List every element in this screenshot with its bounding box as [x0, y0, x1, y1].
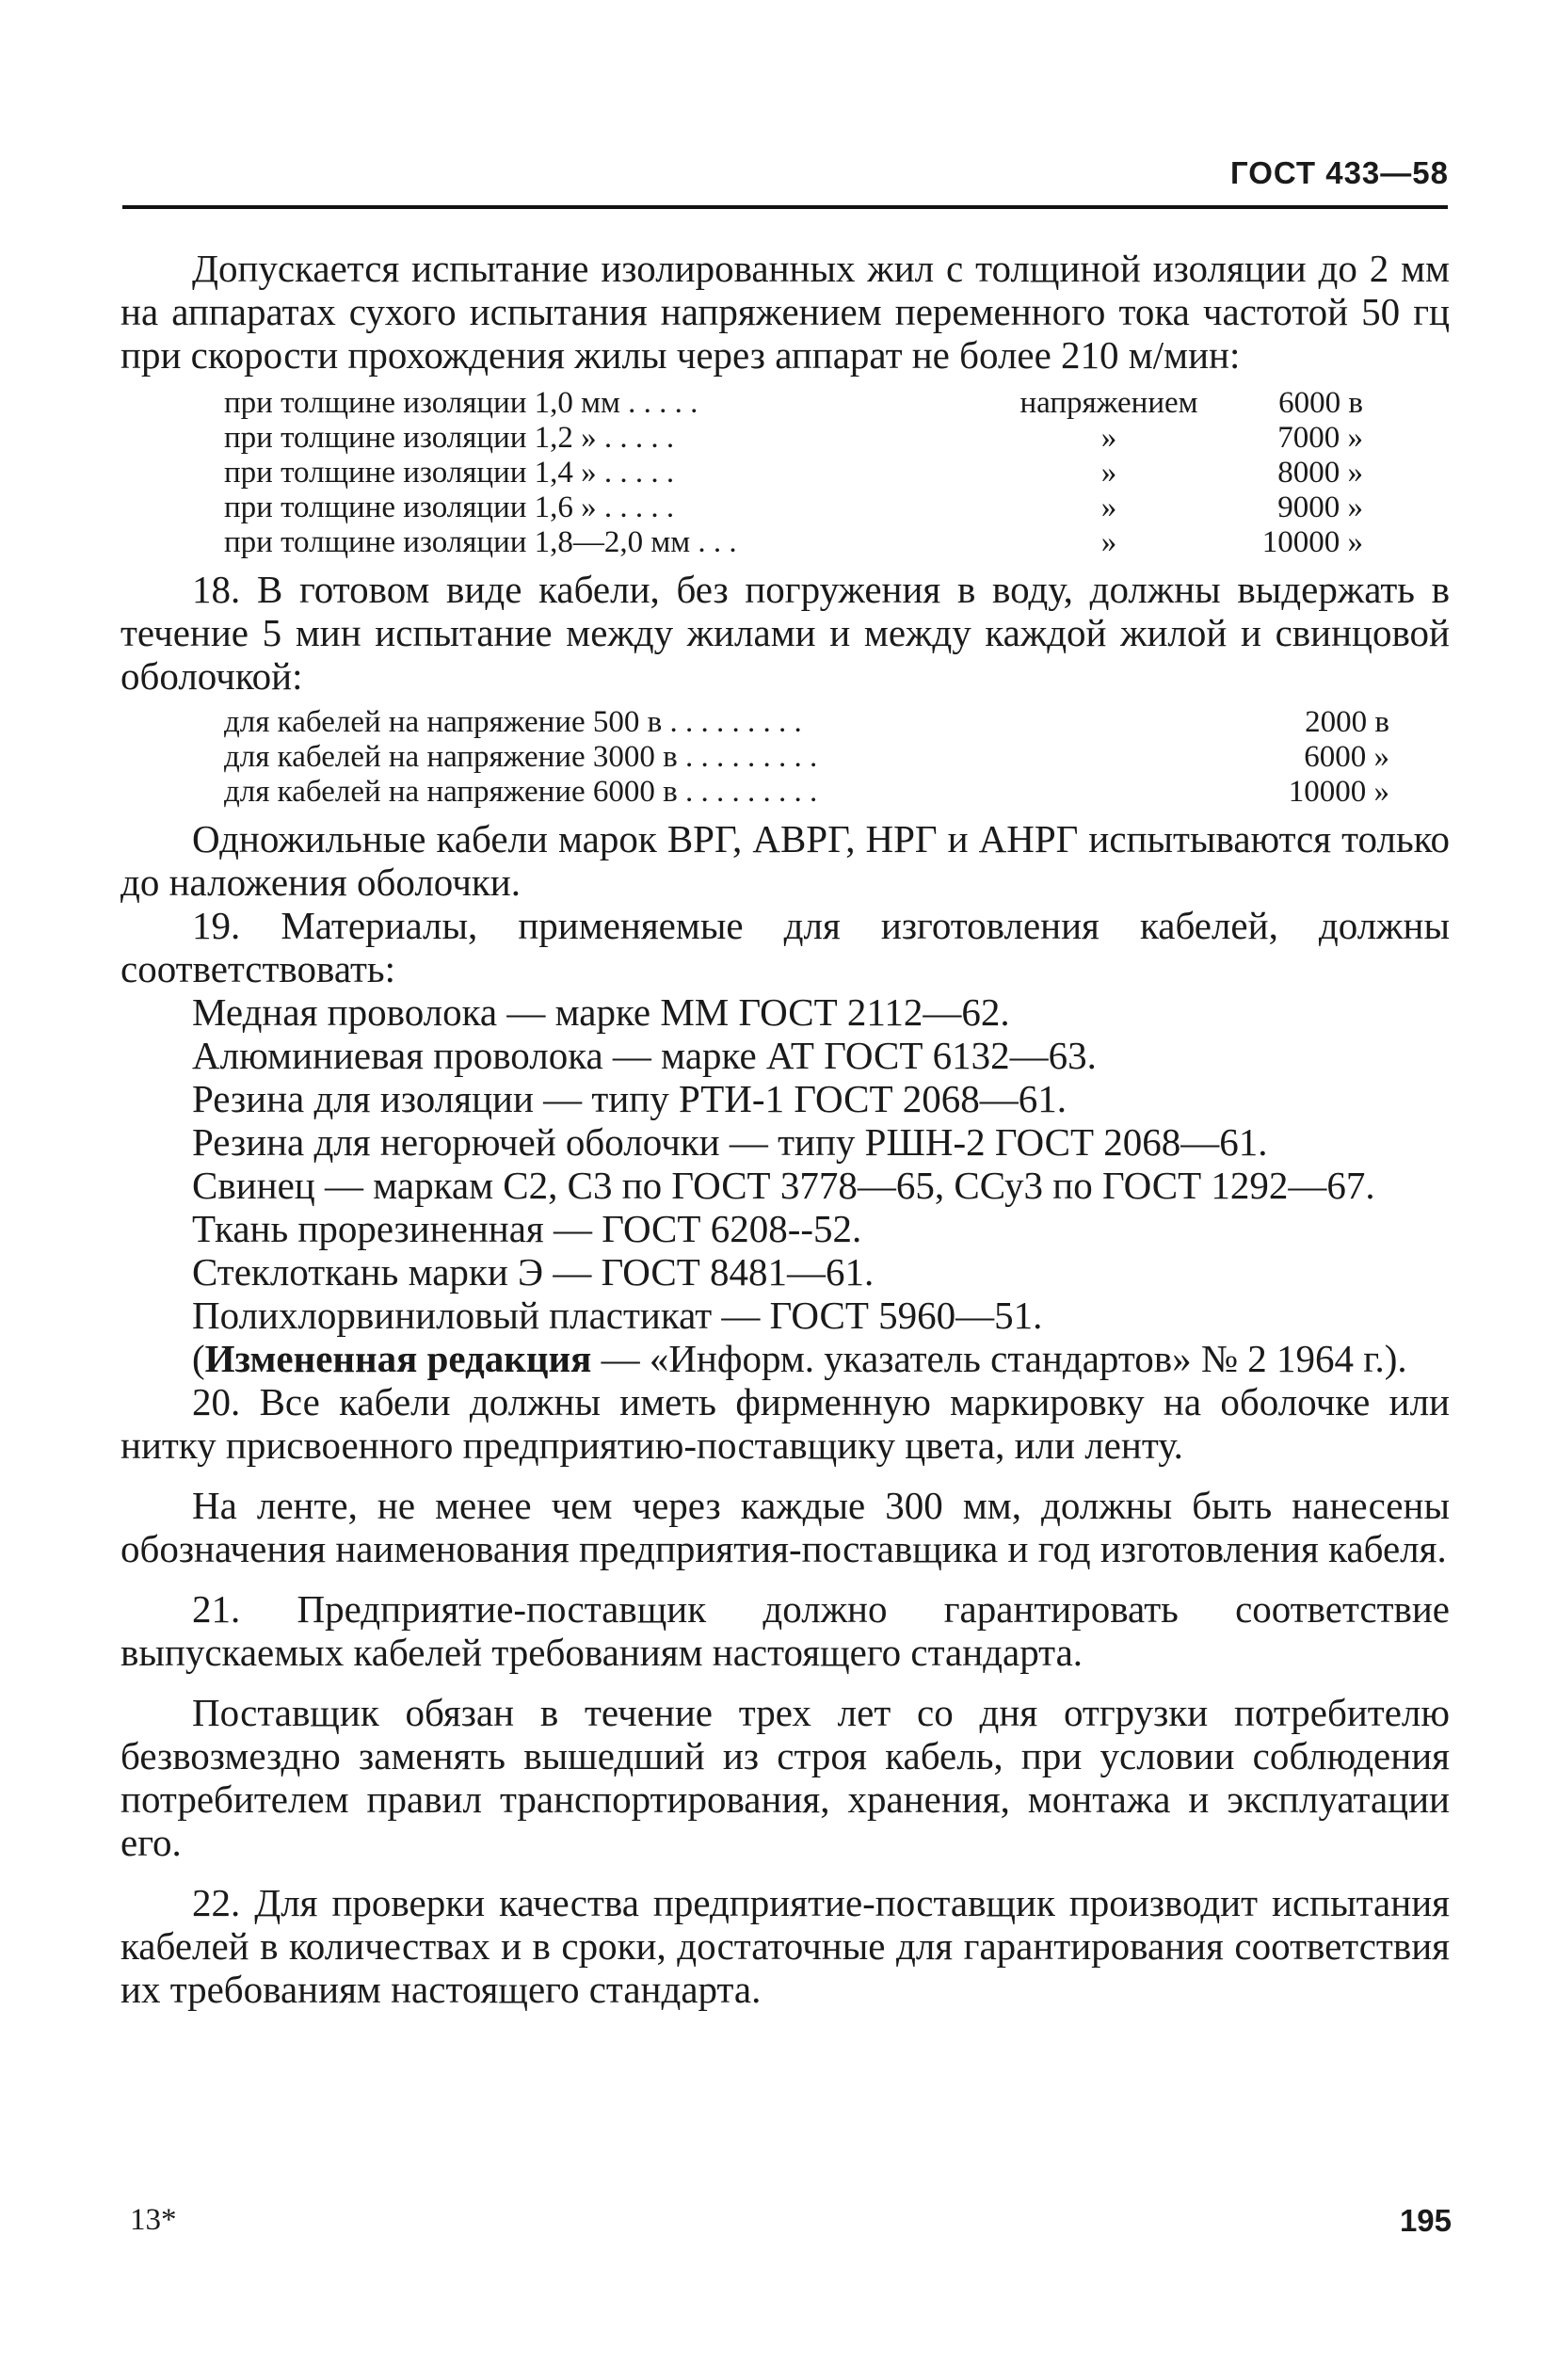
row-value: 8000 »: [1277, 456, 1363, 490]
material-item: Ткань прорезиненная — ГОСТ 6208--52.: [192, 1207, 862, 1250]
row-label: »: [1100, 456, 1117, 490]
row-desc: при толщине изоляции 1,4 » . . . . .: [224, 456, 675, 490]
page-body: [120, 247, 1450, 2011]
row-desc: для кабелей на напряжение 6000 в . . . . . . . . .: [224, 775, 818, 809]
signature-mark: 13*: [130, 2203, 177, 2237]
page-header-title: ГОСТ 433—58: [1229, 155, 1449, 190]
page-footer: [130, 2203, 1452, 2239]
row-value: 6000 »: [1304, 740, 1389, 774]
row-desc: при толщине изоляции 1,0 мм . . . . .: [224, 386, 698, 420]
table-row: [224, 456, 1450, 490]
revision-note: [120, 1337, 1450, 1380]
table-row: [224, 386, 1450, 421]
row-label: напряжением: [1019, 386, 1198, 420]
row-value: 10000 »: [1261, 525, 1363, 559]
row-value: 9000 »: [1277, 490, 1363, 524]
table-row: [224, 525, 1450, 560]
header-rule: [122, 205, 1448, 209]
row-label: »: [1100, 525, 1117, 559]
paragraph-20b: На ленте, не менее чем через каждые 300 мм, должны быть нанесены обозначения наименования предприятия-поставщика и год изготовления кабеля.: [120, 1484, 1450, 1570]
revision-rest: — «Информ. указатель стандартов» № 2 1964 г.).: [591, 1337, 1407, 1380]
paragraph-22: 22. Для проверки качества предприятие-поставщик производит испытания кабелей в количествах и в сроки, достаточные для гарантирования соответствия их требованиям настоящего стандарта.: [120, 1881, 1450, 2011]
row-desc: при толщине изоляции 1,6 » . . . . .: [224, 490, 675, 524]
revision-bold: Измененная редакция: [204, 1337, 592, 1380]
row-value: 10000 »: [1288, 775, 1389, 809]
paragraph-18: 18. В готовом виде кабели, без погружения в воду, должны выдержать в течение 5 мин испытание между жилами и между каждой жилой и свинцовой оболочкой:: [120, 568, 1450, 698]
material-item: Полихлорвиниловый пластикат — ГОСТ 5960—51.: [192, 1294, 1043, 1337]
table-row: [224, 705, 1450, 740]
paragraph-21: 21. Предприятие-поставщик должно гарантировать соответствие выпускаемых кабелей требованиям настоящего стандарта.: [120, 1587, 1450, 1674]
paragraph-20: 20. Все кабели должны иметь фирменную маркировку на оболочке или нитку присвоенного предприятию-поставщику цвета, или ленту.: [120, 1380, 1450, 1467]
table-row: [224, 490, 1450, 525]
intro-paragraph: Допускается испытание изолированных жил с толщиной изоляции до 2 мм на аппаратах сухого испытания напряжением переменного тока частотой 50 гц при скорости прохождения жилы через аппарат не более 210 м/мин:: [120, 247, 1450, 377]
row-label: »: [1100, 490, 1117, 524]
row-desc: при толщине изоляции 1,8—2,0 мм . . .: [224, 525, 737, 559]
row-value: 6000 в: [1278, 386, 1363, 420]
row-desc: для кабелей на напряжение 3000 в . . . . . . . . .: [224, 740, 818, 774]
paragraph-19: 19. Материалы, применяемые для изготовления кабелей, должны соответствовать:: [120, 904, 1450, 990]
table-row: [224, 740, 1450, 775]
row-desc: для кабелей на напряжение 500 в . . . . . . . . .: [224, 705, 802, 739]
material-item: Резина для негорючей оболочки — типу РШН-2 ГОСТ 2068—61.: [192, 1120, 1268, 1164]
paragraph-21b: Поставщик обязан в течение трех лет со дня отгрузки потребителю безвозмездно заменять вышедший из строя кабель, при условии соблюдения потребителем правил транспортирования, хранения, монтажа и эксплуатации его.: [120, 1691, 1450, 1864]
paragraph-18b: Одножильные кабели марок ВРГ, АВРГ, НРГ и АНРГ испытываются только до наложения оболочки.: [120, 817, 1450, 904]
row-label: »: [1100, 421, 1117, 455]
material-item: Алюминиевая проволока — марке АТ ГОСТ 6132—63.: [192, 1034, 1097, 1077]
row-value: 2000 в: [1305, 705, 1389, 739]
voltage-table: [120, 705, 1450, 810]
material-item: Медная проволока — марке ММ ГОСТ 2112—62.: [192, 990, 1010, 1034]
material-item: Стеклоткань марки Э — ГОСТ 8481—61.: [192, 1250, 875, 1294]
material-item: Резина для изоляции — типу РТИ-1 ГОСТ 2068—61.: [192, 1077, 1067, 1120]
page-number: 195: [1399, 2203, 1452, 2238]
row-desc: при толщине изоляции 1,2 » . . . . .: [224, 421, 675, 455]
material-item: Свинец — маркам С2, С3 по ГОСТ 3778—65, ССу3 по ГОСТ 1292—67.: [192, 1164, 1375, 1207]
row-value: 7000 »: [1277, 421, 1363, 455]
table-row: [224, 775, 1450, 810]
thickness-table: [120, 386, 1450, 560]
table-row: [224, 421, 1450, 456]
revision-open: (: [192, 1337, 205, 1380]
